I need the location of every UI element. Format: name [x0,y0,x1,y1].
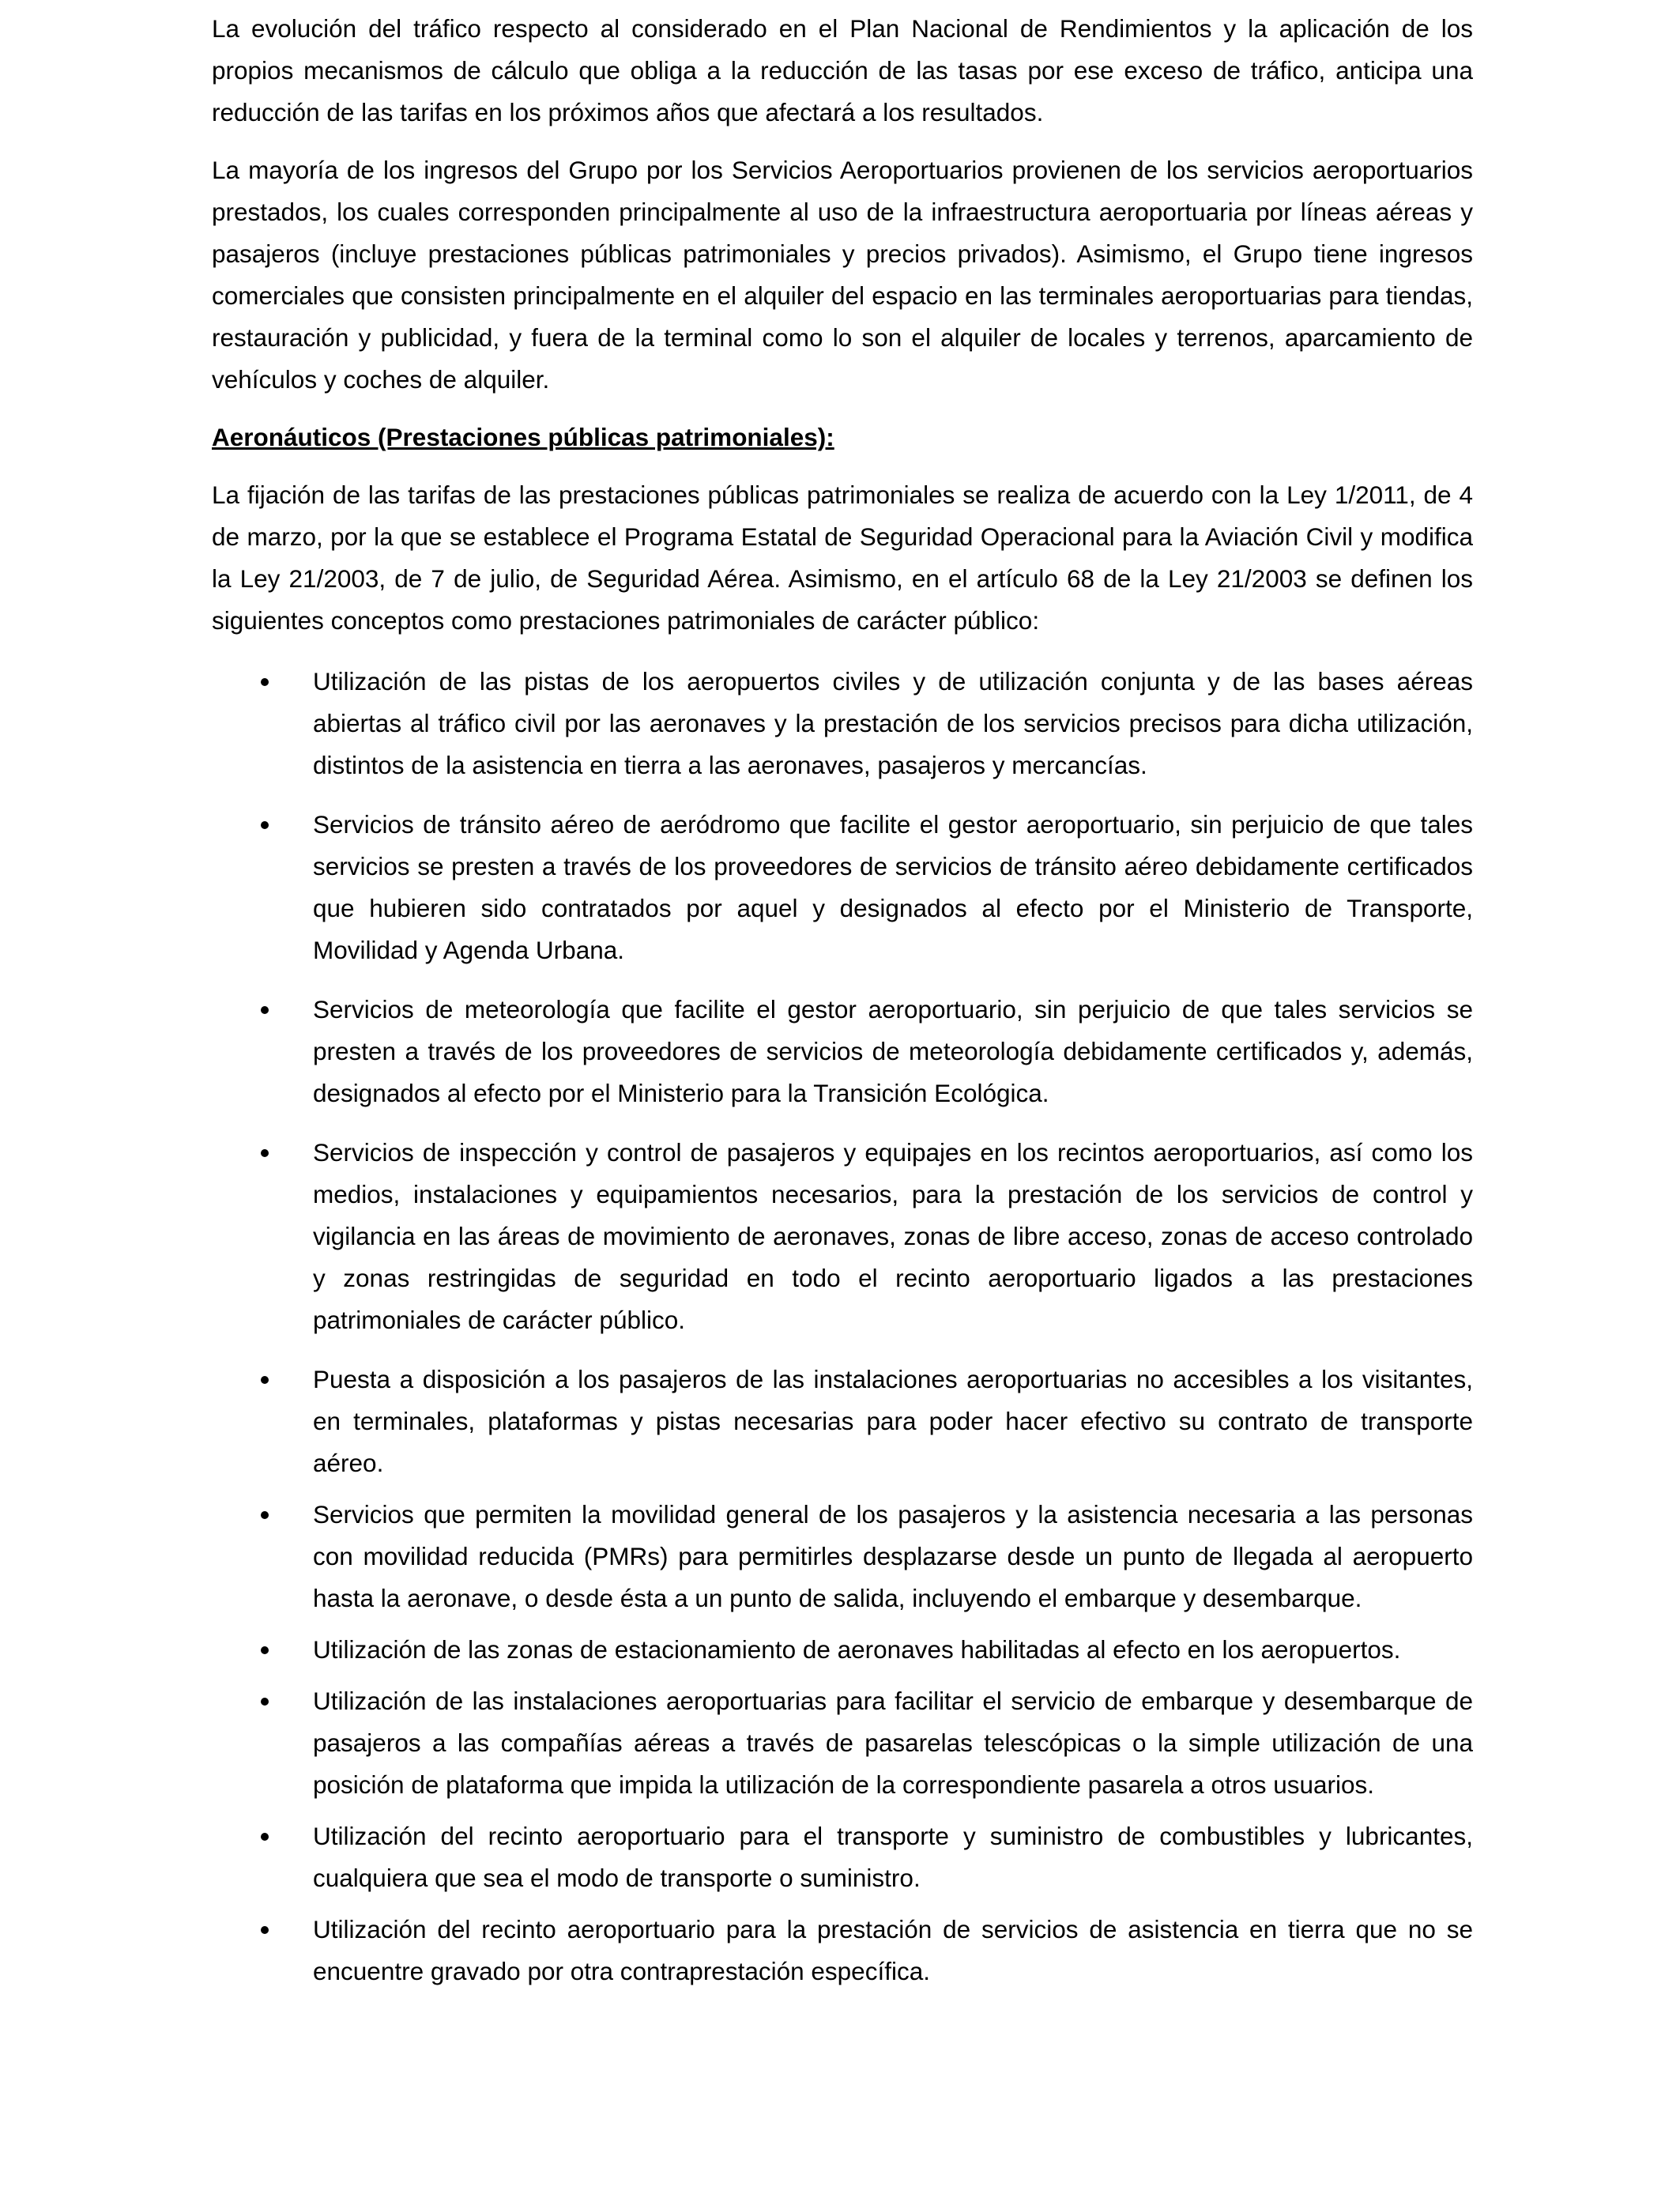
list-item [212,661,1473,786]
list-item [212,1815,1473,1899]
list-item [212,1680,1473,1806]
list-item-text: Utilización de las instalaciones aeroportuarias para facilitar el servicio de embarque y desembarque de pasajeros a las compañías aéreas a través de pasarelas telescópicas o la simple utilización de una posición de plataforma que impida la utilización de la correspondiente pasarela a otros usuarios. [313,1687,1473,1799]
list-item-text: Utilización de las zonas de estacionamiento de aeronaves habilitadas al efecto en los aeropuertos. [313,1635,1401,1664]
paragraph-revenue-sources: La mayoría de los ingresos del Grupo por los Servicios Aeroportuarios provienen de los servicios aeroportuarios prestados, los cuales corresponden principalmente al uso de la infraestructura aeroportuaria por líneas aéreas y pasajeros (incluye prestaciones públicas patrimoniales y precios privados). Asimismo, el Grupo tiene ingresos comerciales que consisten principalmente en el alquiler del espacio en las terminales aeroportuarias para tiendas, restauración y publicidad, y fuera de la terminal como lo son el alquiler de locales y terrenos, aparcamiento de vehículos y coches de alquiler. [212,156,1473,394]
list-item [212,1359,1473,1484]
list-item-text: Utilización del recinto aeroportuario para el transporte y suministro de combustibles y lubricantes, cualquiera que sea el modo de transporte o suministro. [313,1822,1473,1892]
section-heading: Aeronáuticos (Prestaciones públicas patrimoniales): [212,423,834,451]
bullet-list [212,661,1473,1992]
bullet-icon [261,1511,269,1519]
bullet-icon [261,1646,269,1654]
bullet-icon [261,821,269,829]
list-item-text: Servicios de meteorología que facilite el gestor aeroportuario, sin perjuicio de que tales servicios se presten a través de los proveedores de servicios de meteorología debidamente certificados y, además, designados al efecto por el Ministerio para la Transición Ecológica. [313,995,1473,1107]
bullet-icon [261,1376,269,1384]
list-item-text: Utilización del recinto aeroportuario para la prestación de servicios de asistencia en tierra que no se encuentre gravado por otra contraprestación específica. [313,1915,1473,1985]
bullet-icon [261,1833,269,1841]
paragraph-section-intro: La fijación de las tarifas de las prestaciones públicas patrimoniales se realiza de acuerdo con la Ley 1/2011, de 4 de marzo, por la que se establece el Programa Estatal de Seguridad Operacional para la Aviación Civil y modifica la Ley 21/2003, de 7 de julio, de Seguridad Aérea. Asimismo, en el artículo 68 de la Ley 21/2003 se definen los siguientes conceptos como prestaciones patrimoniales de carácter público: [212,481,1473,635]
bullet-icon [261,1006,269,1014]
list-item-text: Puesta a disposición a los pasajeros de las instalaciones aeroportuarias no accesibles a los visitantes, en terminales, plataformas y pistas necesarias para poder hacer efectivo su contrato de transporte aéreo. [313,1365,1473,1477]
bullet-icon [261,678,269,686]
list-item [212,1629,1473,1671]
list-item-text: Servicios de tránsito aéreo de aeródromo que facilite el gestor aeroportuario, sin perjuicio de que tales servicios se presten a través de los proveedores de servicios de tránsito aéreo debidamente certificados que hubieren sido contratados por aquel y designados al efecto por el Ministerio de Transporte, Movilidad y Agenda Urbana. [313,810,1473,964]
list-item-text: Utilización de las pistas de los aeropuertos civiles y de utilización conjunta y de las bases aéreas abiertas al tráfico civil por las aeronaves y la prestación de los servicios precisos para dicha utilización, distintos de la asistencia en tierra a las aeronaves, pasajeros y mercancías. [313,667,1473,779]
list-item [212,804,1473,971]
bullet-icon [261,1698,269,1706]
list-item-text: Servicios que permiten la movilidad general de los pasajeros y la asistencia necesaria a las personas con movilidad reducida (PMRs) para permitirles desplazarse desde un punto de llegada al aeropuerto hasta la aeronave, o desde ésta a un punto de salida, incluyendo el embarque y desembarque. [313,1500,1473,1612]
list-item [212,989,1473,1114]
list-item [212,1132,1473,1341]
list-item [212,1494,1473,1619]
list-item [212,1909,1473,1992]
list-item-text: Servicios de inspección y control de pasajeros y equipajes en los recintos aeroportuarios, así como los medios, instalaciones y equipamientos necesarios, para la prestación de los servicios de control y vigilancia en las áreas de movimiento de aeronaves, zonas de libre acceso, zonas de acceso controlado y zonas restringidas de seguridad en todo el recinto aeroportuario ligados a las prestaciones patrimoniales de carácter público. [313,1138,1473,1334]
paragraph-traffic-evolution: La evolución del tráfico respecto al considerado en el Plan Nacional de Rendimientos y la aplicación de los propios mecanismos de cálculo que obliga a la reducción de las tasas por ese exceso de tráfico, anticipa una reducción de las tarifas en los próximos años que afectará a los resultados. [212,14,1473,126]
document-page [212,8,1473,2002]
bullet-icon [261,1149,269,1157]
bullet-icon [261,1926,269,1934]
